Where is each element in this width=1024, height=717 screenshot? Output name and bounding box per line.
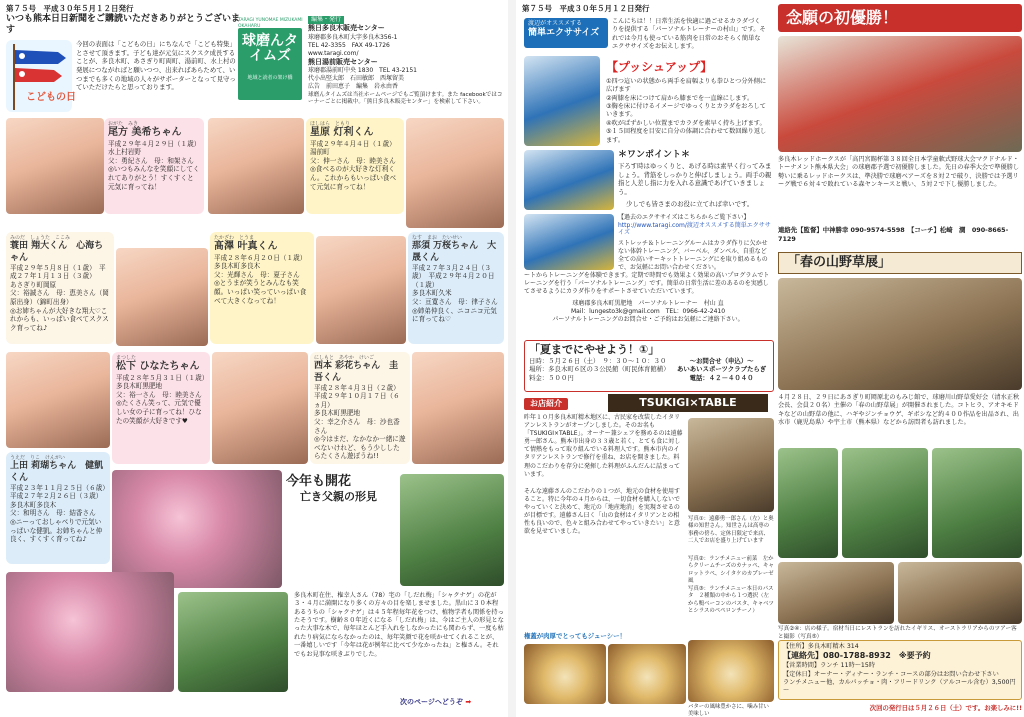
kid-card-nishimoto	[310, 352, 410, 464]
thanks-title: いつも熊本日日新聞をご購読いただきありがとうございます	[6, 14, 241, 36]
kid-born: 平成２９年４月４日（１歳）	[310, 139, 396, 148]
flower-title-1: 今年も開花	[286, 474, 352, 489]
kid-photo-nishimoto	[412, 352, 504, 464]
kid-parents: 父：裕誠さん 母：恵美さん（岡原出身）（錦町出身）	[10, 289, 109, 306]
kid-photo-ueda	[6, 352, 110, 448]
pushup-steps	[606, 78, 772, 145]
onepoint-text: 下ろす時はゆっくりと、あげる時は素早く行ってみましょう。背筋をしっかりと伸ばしましょう。両手の親指と人差し指に力を入れる意識であげていきましょう。	[618, 162, 772, 196]
shop-photo-interior	[898, 562, 1022, 624]
shop-text-2: そんな遠藤さんのこだわりの１つが、地元の食材を使用すること。特に今年の４月からは、一切食材を購入しないでやっていくと決めて、地元の「地産地消」を実現させるのが目標です。遠藤さん曰く「山の食材はイタリアンとの相性も良いので、色々と組み合わせてやっていきたい」と意欲を見せていました。	[524, 488, 681, 536]
kid-area: 多良木町黒肥地	[314, 409, 361, 418]
shop-label: お店紹介	[524, 398, 568, 410]
trainer-mail[interactable]: Mail：lungesto3k@gmail.com TEL：0966-42-2410	[570, 308, 726, 316]
event-fee: 料金：５００円	[529, 374, 574, 383]
kid-ruby: たかざわ とうま	[214, 235, 255, 241]
newspaper-logo	[238, 28, 302, 100]
kid-photo-ogata	[6, 118, 104, 214]
shop-text: 昨年１０月多良木町精木地区に、古民家を改装したイタリアンレストランがオープンしました。そのお名も「TSUKIGI×TABLE」。オーナー兼シェフを務めるのは遠藤勇一郎さん。熊本市出身の３３歳と若く、とても食に対して情熱をもって取り組んでいる料理人です。熊本市内のイタリアンレストランで修行を重ね、お店を開きました。料理のこだわりを存分に発揮した料理がふんだんに詰まっています。	[524, 414, 683, 478]
pushup-title: 【プッシュアップ】	[606, 60, 713, 74]
kid-message: ◎姉弟仲良く、ニコニコ元気に育ってね♡	[412, 306, 497, 324]
baseball-title: 念願の初優勝！	[778, 4, 1022, 32]
trainer-photo	[524, 56, 600, 146]
kid-photo-hoshihara	[208, 118, 304, 214]
photo-caption-left: 権蓋が肉厚でとってもジューシー！	[524, 632, 626, 640]
food-photo-pasta	[688, 640, 774, 702]
publisher-address-2: 球磨郡湯前町中央 1830 TEL 43-2151	[308, 67, 417, 75]
plants-text: ４月２８日、２９日にあさぎり町岡原北のもみじ館で、球磨川山野草愛好会（清水正秋会長、会員２０名）主催の「春の山野草展」が開催されました。コトヒラ、アオキモドキなどの山野草の他に、ハギやジンチョウゲ、ギボシなど約４００作品を出品され、出水市（鹿児島県）や宇土市（熊本県）などから訪問者も訪れました。	[778, 394, 1020, 427]
kid-ruby: まつした	[116, 355, 137, 361]
shop-photo-exterior	[778, 562, 894, 624]
past-exercises	[618, 214, 772, 237]
kid-ruby: なす まお たいせい	[412, 235, 463, 241]
logo-sub-text: 地域と読者の架け橋	[247, 74, 293, 81]
baseball-text: 多良木レッドホークスが「高円宮賜杯第３８回全日本学童軟式野球大会マクドナルド・トーナメント熊本県大会」の球磨郡予選で初優勝しました。先日の春季大会で準優勝し勢いに乗るレッドホークスは、準決勝で球磨ベアーズを８対２で破り、決勝では予選リーグ戦で６対４で敗れている森ヤンキースと戦い、５対２で下し優勝しました。	[778, 156, 1020, 189]
right-page	[516, 0, 1024, 717]
flower-photo-shakunage	[400, 474, 504, 586]
food-photo-appetizer	[608, 644, 686, 704]
plants-group-photo	[778, 278, 1022, 390]
shop-name: TSUKIGI×TABLE	[608, 394, 768, 412]
kid-parents: 父：伸一さん 母：睦美さん	[310, 156, 396, 165]
publisher-address: 球磨郡多良木町大字多良木356-1	[308, 33, 398, 41]
kid-photo-takazawa	[316, 236, 406, 344]
shop-address: 【住所】多良木町精木 314	[783, 643, 859, 650]
kid-area: 多良木町多良木	[214, 262, 261, 271]
kid-born: 平成２７年３月２４日（３歳） 平成２９年４月２０日（１歳）	[412, 263, 495, 289]
kid-born: 平成２８年４月３日（２歳） 平成２９年１０月１７日（６ヵ月）	[314, 383, 404, 409]
kid-area: 多良木町久米	[412, 289, 452, 298]
kid-ruby: おがた みき	[108, 121, 139, 127]
shop-price: ランチメニュー他、カルパッチョ・肉・フリードリンク（アルコール含む）3,500円～	[783, 678, 1016, 695]
pushup-photo-1	[524, 150, 614, 210]
kid-parents: 父：和明さん 母：結香さん	[10, 509, 96, 518]
flower-text: 多良木町在住、権幸人さん（78）宅の「しだれ梅」「シャクナゲ」の花が３・４月に満開になり多くの方々の目を楽しませました。黒山に３０本程あるうちの「シャクナゲ」は４５年程毎年花をつけ、植物学者も関係を持ったそうです。樹齢８０年近くになる「しだれ梅」は、今はご主人の形見となった大事な木で、毎年ほとんど手入れをしなかったにも関わらず、一度も枯れたり病気にならなかったのは、毎年笑顔で花を咲かせてくれることが、一番嬉しいです「今年は花が例年に比べて少なかったね」と権さん。それでもお見事な咲きぶりでした。	[294, 592, 504, 658]
kid-name: 那須 万桜ちゃん 大晟くん	[412, 241, 497, 263]
logo-top-text: TARAGI YUNOMAE MIZUKAMI OKAHARU	[238, 18, 303, 29]
kid-name: 蓑田 翔大くん 心海ちゃん	[10, 241, 104, 263]
past-url[interactable]: http://www.taragi.com/渡辺オススメする簡単エクササイズ	[618, 221, 771, 236]
publisher-name: 熊日多良木販売センター	[308, 24, 385, 33]
next-issue-note: 次回の発行日は５月２６日（土）です。お楽しみに!!	[869, 704, 1022, 712]
kid-parents: 父：裕一さん 母：睦美さん	[116, 390, 202, 399]
pushup-step: ③胸を床に付けるイメージでゆっくりとカラダをおろしていきます。	[606, 103, 766, 119]
kid-name: 西本 彩花ちゃん 圭吾くん	[314, 361, 399, 383]
kid-area: あさぎり町岡原	[10, 280, 57, 289]
next-page-label: 次のページへどうぞ	[400, 698, 463, 706]
pushup-step: ①四つ這いの状態から両手を肩幅よりも拳ひとつ分外側に広げます	[606, 78, 767, 94]
kid-name: 尾方 美希ちゃん	[108, 127, 182, 139]
publisher-label: 編集・発行	[308, 16, 344, 24]
event-box	[524, 340, 774, 392]
event-date: 日時：５月２６日（土） ９：３０～１０：３０	[529, 356, 667, 365]
kid-name: 松下 ひなたちゃん	[116, 361, 200, 373]
plants-title: 「春の山野草展」	[778, 252, 1022, 274]
flower-photo-large	[112, 470, 282, 588]
kid-parents: 父：光輝さん 母：夏子さん	[214, 270, 300, 279]
kid-message: ◎食べるのが大好きな灯利くん。これからもいっぱい食べて元気に育ってね！	[310, 165, 397, 191]
kid-photo-matsushita	[212, 352, 308, 464]
exercise-title-2: 簡単エクササイズ	[528, 27, 600, 38]
shop-photo-owners	[688, 418, 774, 512]
trainer-contact	[524, 300, 772, 324]
logo-main-text: 球磨んタイムズ	[242, 33, 298, 65]
shop-hours: 【営業時間】ランチ 11時～15時	[783, 662, 875, 670]
publisher-staff-2: 広告 前田恵子 編集 岩永由香	[308, 83, 399, 91]
publisher-staff: 代小出堅太郎 石田敏郎 西塚留美	[308, 75, 405, 83]
kid-ruby: みのだ しょうた ここみ	[10, 235, 71, 241]
kids-day-label: こどもの日	[26, 92, 76, 103]
trainer-address: 球磨郡多良木町黒肥地 パーソナルトレーナー 村山 直	[572, 300, 724, 307]
kid-born: 平成２８年５月３１日（１歳）	[116, 373, 209, 382]
onepoint-text-2: 少しでも皆さまのお役に立てれば幸いです。	[626, 200, 754, 208]
pushup-step: ⑤１５回程度を目安に自分の体調に合わせて数回繰り返します。	[606, 128, 767, 144]
kid-card-ueda	[6, 452, 113, 564]
trainer-note: パーソナルトレーニングのお問合せ・ご予約はお気軽にご連絡下さい。	[552, 316, 744, 324]
kid-born: 平成２３年１１月２５日（６歳） 平成２７年２月２６日（３歳）	[10, 483, 113, 501]
exercise-title-box	[524, 18, 608, 48]
kid-name: 星原 灯利くん	[310, 127, 374, 139]
kid-message: ◎たくさん笑って、元気で優しい女の子に育ってね！ひなたの笑顔が大好きです♥	[116, 399, 202, 425]
photo-caption-right: バターの風味豊かさに、噛み甘い美味しい	[688, 704, 769, 717]
kid-photo-hoshihara-2	[406, 118, 504, 228]
issue-label: 第７５号 平成３０年５月１２日発行	[6, 4, 134, 13]
onepoint-title: ＊ワンポイント＊	[618, 150, 691, 160]
flower-photo-weeping-plum	[6, 572, 174, 692]
plants-photo-2	[842, 448, 928, 558]
intro-text: 今回の表面は「こどもの日」にちなんで「こども特集」とさせて頂きます。子ども達が元気にスクスク成長することが、多良木町、あさぎり町両町、湯前町、水上村の発展につながればと願いつつ、出来ればあらためて、いつまでも多くの地域の人々がサポーターとなって見守っていただけたらと思っております。	[76, 40, 236, 92]
shop-caption-3: 写真③：ランチメニュー本日のパスタ ２種類の中から１つ選択（左から鴨ベーコンのパスタ、キャベツとシラスのペペロンチーノ）	[688, 586, 774, 614]
kid-message: ◎いつもみんなを笑顔にしてくれてありがとう！すくすくと元気に育ってね！	[108, 165, 200, 191]
publisher-name-2: 熊日湯前販売センター	[308, 57, 378, 66]
page-gutter	[508, 0, 516, 717]
kid-area: 湯前町	[310, 148, 330, 157]
kid-area: 多良木町多良木	[10, 500, 57, 509]
shop-menu: 【定休日】オーナー・ディナー・ランチ・コースの部分はお問い合わせ下さい	[783, 670, 999, 678]
shop-tel[interactable]: 【連絡先】080-1788-8932 ※要予約	[783, 651, 931, 661]
event-contact-tel: 電話：４２－４０４０	[689, 374, 754, 383]
kid-message: ◎お姉ちゃんが大好きな翔大♡これからも、いっぱい食べてスクスク育ってね♪	[10, 306, 109, 332]
plants-photo-1	[778, 448, 838, 558]
shop-caption-1: 写真①：遠藤勇一郎さん（左）と奥様の知世さん。知世さんは高専の事務の傍ら、定休日限定で来店、二人でお店を盛り上げています	[688, 516, 774, 544]
flower-photo-garden	[178, 592, 288, 692]
kid-message: ◎ニーっておしゃべりで元気いっぱいな健凱。お姉ちゃんと仲良く、すくすく育ってね♪	[10, 518, 103, 544]
kid-ruby: うえだ りこ けんがい	[10, 455, 66, 461]
food-photo-meat	[524, 644, 606, 704]
baseball-team-photo	[778, 36, 1022, 152]
flower-title-block	[286, 474, 396, 504]
kid-ruby: にしもと あやか けいご	[314, 355, 375, 361]
next-page-link[interactable]	[400, 698, 471, 707]
kid-born: 平成２９年５月８日（１歳） 平成２７年１月１３日（３歳）	[10, 263, 106, 281]
publisher-tel: TEL 42-3355 FAX 49-1726	[308, 41, 390, 49]
kid-parents: 父：亘寛さん 母：律子さん	[412, 298, 498, 306]
exercise-title-1: 渡辺がオススメする	[528, 20, 582, 27]
kid-card-minoda	[6, 232, 114, 344]
kid-parents: 父：幸之介さん 母：沙也香さん	[314, 418, 400, 435]
kid-area: 多良木町黒肥地	[116, 382, 163, 391]
plants-caption: 写真②④：店の様子。宿材当日にレストランを訪れたイギリス、オーストラリアからのツアー客と撮影（写真⑤）	[778, 626, 1017, 640]
online-note: 球磨んタイムズは当社ホームページでもご覧頂けます。また facebookではコーナーごとに掲載中。「熊日多良木販売センター」を検索して下さい。	[308, 92, 503, 106]
issue-label-right: 第７５号 平成３０年５月１２日発行	[522, 4, 650, 13]
kid-card-ogata	[104, 118, 204, 214]
kid-born: 平成２８年６月２０日（１歳）	[214, 253, 307, 262]
baseball-contact: 連絡先【監督】中神勝幸 090-9574-5598 【コーチ】松崎 潤 090-8665-7129	[778, 226, 1009, 243]
plants-photo-3	[932, 448, 1022, 558]
kid-name: 上田 莉瑚ちゃん 健凱くん	[10, 461, 104, 483]
shop-caption-2: 写真②：ランチメニュー前菜 左からクリームチーズのカナッペ、キャロットラペ、シイタケのカプレーゼ風	[688, 556, 774, 584]
kid-area: 水上村岩野	[108, 148, 141, 157]
kid-name: 髙澤 叶真くん	[214, 241, 278, 253]
pushup-photo-2	[524, 214, 614, 270]
left-page	[0, 0, 508, 717]
past-label: 【過去のエクササイズはこちらからご覧下さい】	[618, 214, 750, 221]
gym-text-2: ートからトレーニングを体験できます。定期で時間でも効果よく効果の高いプログラムでトレーニングを行う「パーソナルトレーニング」です。簡単の日常生活に差のあるのを実感してさせるようにカラダ作りをサポートさせていただいています。	[524, 272, 770, 296]
kid-born: 平成２９年４月２９日（１歳）	[108, 139, 201, 148]
kid-parents: 父：勇紀さん 母：和架さん	[108, 156, 194, 165]
arrow-right-icon: ➡	[465, 698, 472, 706]
event-place: 場所：多良木町６区の３公民館（町民体育館横）	[529, 365, 670, 374]
publisher-url[interactable]: www.taragi.com/	[308, 49, 359, 57]
pushup-step: ④吹がぱずかしい位置までカラダを素早く持ち上げます。	[606, 119, 766, 127]
pushup-step: ②両膝を床につけて肩から膝までを一直線にします。	[606, 94, 754, 102]
kid-message: ◎今はまだ、なかなか一緒に遊べないけれど、もう少ししたらたくさん遊ぼうね!!	[314, 435, 406, 461]
kid-card-hoshihara	[306, 118, 404, 214]
kid-message: ◎とうまが笑うとみんなも笑顔。いっぱい笑っていっぱい食べて大きくなってね！	[214, 279, 307, 305]
kid-card-matsushita	[112, 352, 210, 464]
event-contact-name: あいあいスポーツクラブたらぎ	[677, 365, 767, 374]
shop-info-box	[778, 640, 1022, 700]
kid-card-takazawa	[210, 232, 314, 344]
kid-ruby: ほしはら ともり	[310, 121, 351, 127]
event-title: 「夏までにやせよう！①」	[529, 343, 660, 356]
kid-photo-minoda	[116, 248, 208, 346]
flower-title-2: 亡き父親の形見	[300, 490, 377, 504]
event-contact-label: ～お問合せ（申込）～	[689, 356, 754, 365]
gym-text: ストレッチ＆トレーニングルームはカラダ作りに欠かせない体幹トレーニング、バーベル、ダンベル、自重など全ての高いサーキットトレーニングにを取り組めるもので、お気軽にお問い合わせください。	[618, 240, 768, 272]
kid-card-nasu	[408, 232, 504, 344]
exercise-intro: こんにちは！！日常生活を快適に過ごせるカラダづくりを提供する「パーソナルトレーナーの村山」です。それでは今月も使っている筋肉を日常のおそらく簡単なエクササイズをお伝えします。	[612, 18, 766, 51]
